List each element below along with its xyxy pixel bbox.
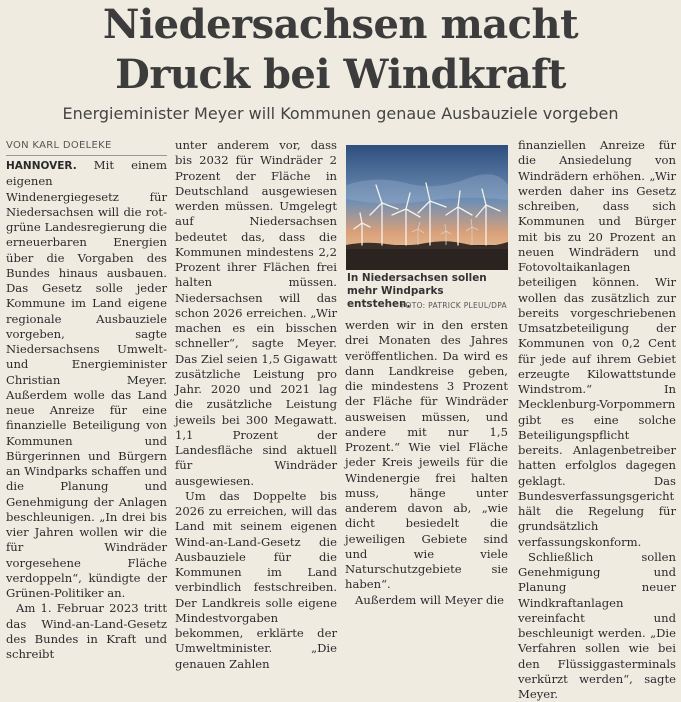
photo-credit: FOTO: PATRICK PLEUL/DPA	[400, 301, 507, 310]
headline-line-2: Druck bei Windkraft	[115, 51, 566, 98]
paragraph-text: Mit einem eigenen Windenergiegesetz für Niedersachsen will die rot-grüne Landesregierung die erneuerbaren Energien über die Vorgaben des Bundes hinaus ausbauen. Das Gesetz solle jeder Kommune im Land eigene regionale Ausbauziele vorgeben, sagte Niedersachsens Umwelt- und Energieminister Christian Meyer. Außerdem wolle das Land neue Anreize für eine finanzielle Beteiligung von Kommunen und Bürgerinnen und Bürgern an Windparks schaffen und die Planung und Genehmigung der Anlagen beschleunigen. „In drei bis vier Jahren wollen wir die für Windräder vorgesehene Fläche verdoppeln“, kündigte der Grünen-Politiker an.	[6, 158, 167, 600]
author-byline: VON KARL DOELEKE	[6, 138, 167, 156]
dateline: HANNOVER.	[6, 160, 77, 172]
paragraph: Außerdem will Meyer die	[355, 592, 505, 607]
paragraph: unter anderem vor, dass bis 2032 für Windräder 2 Prozent der Fläche in Deutschland ausgewiesen werden müssen. Umgelegt auf Niedersachsen bedeutet das, dass die Kommunen mindestens 2,2 Prozent ihrer Flächen frei halten müssen. Niedersachsen will das schon 2026 erreichen. „Wir machen es ein bisschen schneller“, sagte Meyer. Das Ziel seien 1,5 Gigawatt zusätzliche Leistung pro Jahr. 2020 und 2021 lag die zusätzliche Leistung jeweils bei 300 Megawatt. 1,1 Prozent der Landesfläche sind aktuell für Windräder ausgewiesen.	[175, 138, 337, 488]
article-column-4	[518, 138, 676, 701]
paragraph: Am 1. Februar 2023 tritt das Wind-an-Land-Gesetz des Bundes in Kraft und schreibt	[6, 601, 167, 661]
photo-caption: In Niedersachsen sollen mehr Windparks entstehen.	[347, 272, 487, 310]
headline-line-1: Niedersachsen macht	[102, 1, 579, 48]
article-column-3	[345, 318, 508, 607]
paragraph: Um das Doppelte bis 2026 zu erreichen, will das Land mit seinem eigenen Wind-an-Land-Gesetz die Ausbauziele für die Kommunen im Land verbindlich festschreiben. Der Landkreis solle eigene Mindestvorgaben bekommen, erklärte der Umweltminister. „Die genauen Zahlen	[175, 488, 337, 671]
subheadline: Energieminister Meyer will Kommunen genaue Ausbauziele vorgeben	[62, 104, 619, 123]
article-column-2	[175, 138, 337, 671]
paragraph: werden wir in den ersten drei Monaten des Jahres veröffentlichen. Da wird es dann Landkreise geben, die mindestens 3 Prozent der Fläche für Windräder ausweisen müssen, und andere mit nur 1,5 Prozent.“ Wie viel Fläche jeder Kreis jeweils für die Windenergie frei halten muss, hänge unter anderem davon ab, „wie dicht besiedelt die jeweiligen Gebiete sind und wie viele Naturschutzgebiete sie haben“.	[345, 318, 508, 592]
paragraph	[6, 158, 167, 601]
paragraph: finanziellen Anreize für die Ansiedelung von Windrädern erhöhen. „Wir werden daher ins Gesetz schreiben, dass sich Kommunen und Bürger mit bis zu 20 Prozent an neuen Windrädern und Fotovoltaikanlagen beteiligen können. Wir wollen das zusätzlich zur bereits vorgeschriebenen Umsatzbeteiligung der Kommunen von 0,2 Cent für jede auf ihrem Gebiet erzeugte Kilowattstunde Windstrom.“ In Mecklenburg-Vorpommern gibt es eine solche Beteiligungspflicht bereits. Anlagenbetreiber hatten erfolglos dagegen geklagt. Das Bundesverfassungsgericht hält die Regelung für grundsätzlich verfassungskonform.	[518, 138, 676, 549]
paragraph: Schließlich sollen Genehmigung und Planung neuer Windkraftanlagen vereinfacht und beschleunigt werden. „Die Verfahren sollen wie bei den Flüssiggasterminals verkürzt werden“, sagte Meyer.	[518, 549, 676, 701]
article-column-1	[6, 138, 167, 661]
wind-turbines-photo	[346, 145, 508, 270]
